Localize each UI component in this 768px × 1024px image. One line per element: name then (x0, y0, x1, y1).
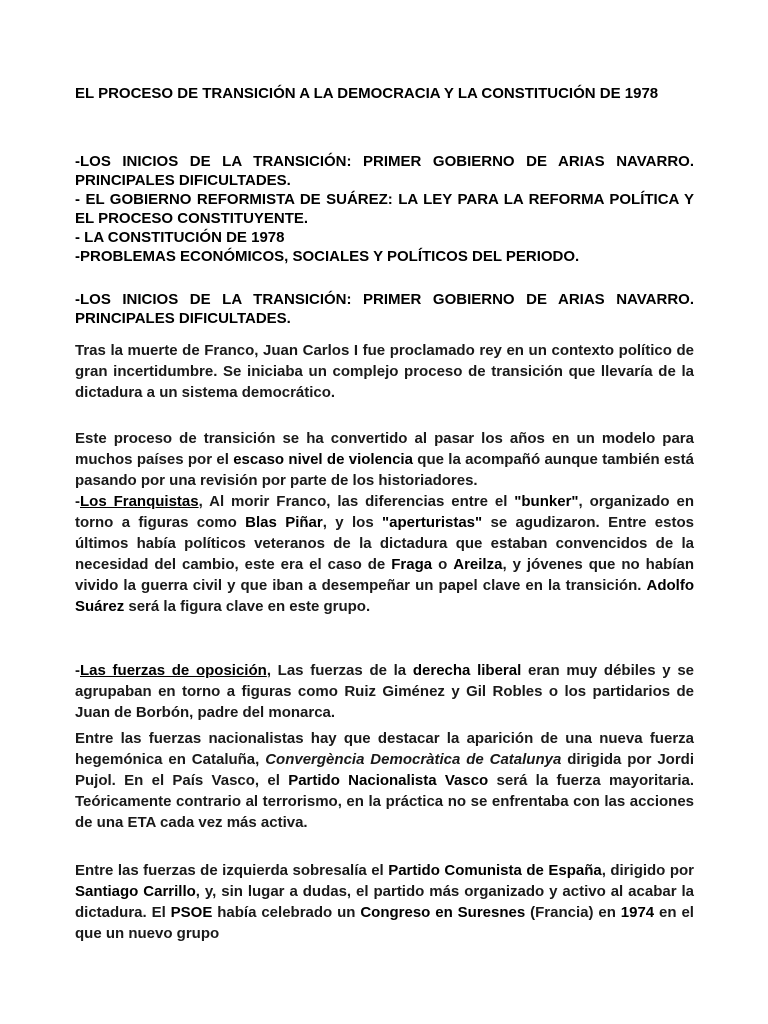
p3-keyword-bunker: "bunker" (514, 493, 579, 510)
p3-keyword-franquistas: Los Franquistas (80, 493, 199, 510)
p3-keyword-adolfo-suarez: Adolfo Suárez (75, 577, 694, 615)
p2-keyword-violencia: escaso nivel de violencia (233, 451, 413, 468)
p6-text-e: (Francia) en (525, 904, 621, 921)
p5-text-c: será la fuerza mayoritaria. Teóricamente contrario al terrorismo, en la práctica no se enfrentaba con las acciones de una ETA cada vez más activa. (75, 772, 695, 831)
p6-keyword-psoe: PSOE (170, 904, 213, 921)
toc-item-2: - EL GOBIERNO REFORMISTA DE SUÁREZ: LA LEY PARA LA REFORMA POLÍTICA Y EL PROCESO CONSTITUYENTE. (75, 191, 694, 227)
paragraph-5 (75, 728, 694, 833)
p6-text-a: Entre las fuerzas de izquierda sobresalía el (75, 862, 389, 879)
p3-text-c: , y los (322, 514, 383, 531)
document-title (75, 84, 694, 103)
p6-keyword-suresnes: Congreso en Suresnes (360, 904, 526, 921)
p3-keyword-fraga: Fraga (391, 556, 433, 573)
p5-text-a: Entre las fuerzas nacionalistas hay que destacar la aparición de una nueva fuerza hegemónica en Cataluña, (75, 730, 694, 768)
p3-keyword-aperturistas: "aperturistas" (382, 514, 483, 531)
paragraph-6 (75, 860, 694, 944)
paragraph-1-text: Tras la muerte de Franco, Juan Carlos I fue proclamado rey en un contexto político de gran incertidumbre. Se iniciaba un complejo proceso de transición que llevaría de la dictadura a un sistema democrático. (75, 342, 694, 401)
p5-keyword-convergencia: Convergència Democràtica de Catalunya (265, 751, 562, 768)
p3-text-b: , organizado en torno a figuras como (75, 493, 695, 531)
section-heading-text: -LOS INICIOS DE LA TRANSICIÓN: PRIMER GOBIERNO DE ARIAS NAVARRO. PRINCIPALES DIFICULTADES. (75, 291, 694, 327)
paragraph-4 (75, 660, 694, 723)
p6-text-c: , y, sin lugar a dudas, el partido más organizado y activo al acabar la dictadura. El (75, 883, 694, 921)
toc-item-4: -PROBLEMAS ECONÓMICOS, SOCIALES Y POLÍTICOS DEL PERIODO. (75, 248, 580, 265)
p6-keyword-1974: 1974 (620, 904, 655, 921)
p6-keyword-pce: Partido Comunista de España (388, 862, 602, 879)
table-of-contents (75, 152, 694, 266)
p4-text-b: eran muy débiles y se agrupaban en torno a figuras como Ruiz Giménez y Gil Robles o los partidarios de Juan de Borbón, padre del monarca. (75, 662, 695, 721)
p5-keyword-pnv: Partido Nacionalista Vasco (288, 772, 489, 789)
p4-keyword-oposicion: Las fuerzas de oposición (80, 662, 267, 679)
p6-text-f: en el que un nuevo grupo (75, 904, 694, 942)
p5-text-b: dirigida por Jordi Pujol. En el País Vasco, el (75, 751, 694, 789)
paragraph-1 (75, 340, 694, 403)
p3-dash: - (75, 493, 80, 510)
section-heading (75, 290, 694, 328)
p3-keyword-blas-pinar: Blas Piñar (245, 514, 323, 531)
toc-item-1: -LOS INICIOS DE LA TRANSICIÓN: PRIMER GOBIERNO DE ARIAS NAVARRO. PRINCIPALES DIFICULTADES. (75, 153, 694, 189)
p3-text-f: , y jóvenes que no habían vivido la guerra civil y que iban a desempeñar un papel clave en la transición. (75, 556, 695, 594)
paragraph-2 (75, 428, 694, 617)
p4-text-a: , Las fuerzas de la (266, 662, 413, 679)
p2-text-b: que la acompañó aunque también está pasando por una revisión por parte de los historiadores. (75, 451, 694, 489)
paragraph-3 (75, 491, 694, 617)
p3-text-a: , Al morir Franco, las diferencias entre el (198, 493, 515, 510)
p6-text-d: había celebrado un (212, 904, 361, 921)
p3-text-d: se agudizaron. Entre estos últimos había políticos veteranos de la dictadura que estaban convencidos de la necesidad del cambio, este era el caso de (75, 514, 694, 573)
p6-keyword-carrillo: Santiago Carrillo (75, 883, 196, 900)
p3-text-e: o (432, 556, 454, 573)
p6-text-b: , dirigido por (601, 862, 694, 879)
p3-text-g: será la figura clave en este grupo. (124, 598, 371, 615)
toc-item-3: - LA CONSTITUCIÓN DE 1978 (75, 229, 285, 246)
p4-dash: - (75, 662, 80, 679)
title-text: EL PROCESO DE TRANSICIÓN A LA DEMOCRACIA Y LA CONSTITUCIÓN DE 1978 (75, 85, 659, 102)
p2-text-a: Este proceso de transición se ha convertido al pasar los años en un modelo para muchos países por el (75, 430, 694, 468)
p4-keyword-derecha-liberal: derecha liberal (412, 662, 522, 679)
p3-keyword-areilza: Areilza (453, 556, 503, 573)
